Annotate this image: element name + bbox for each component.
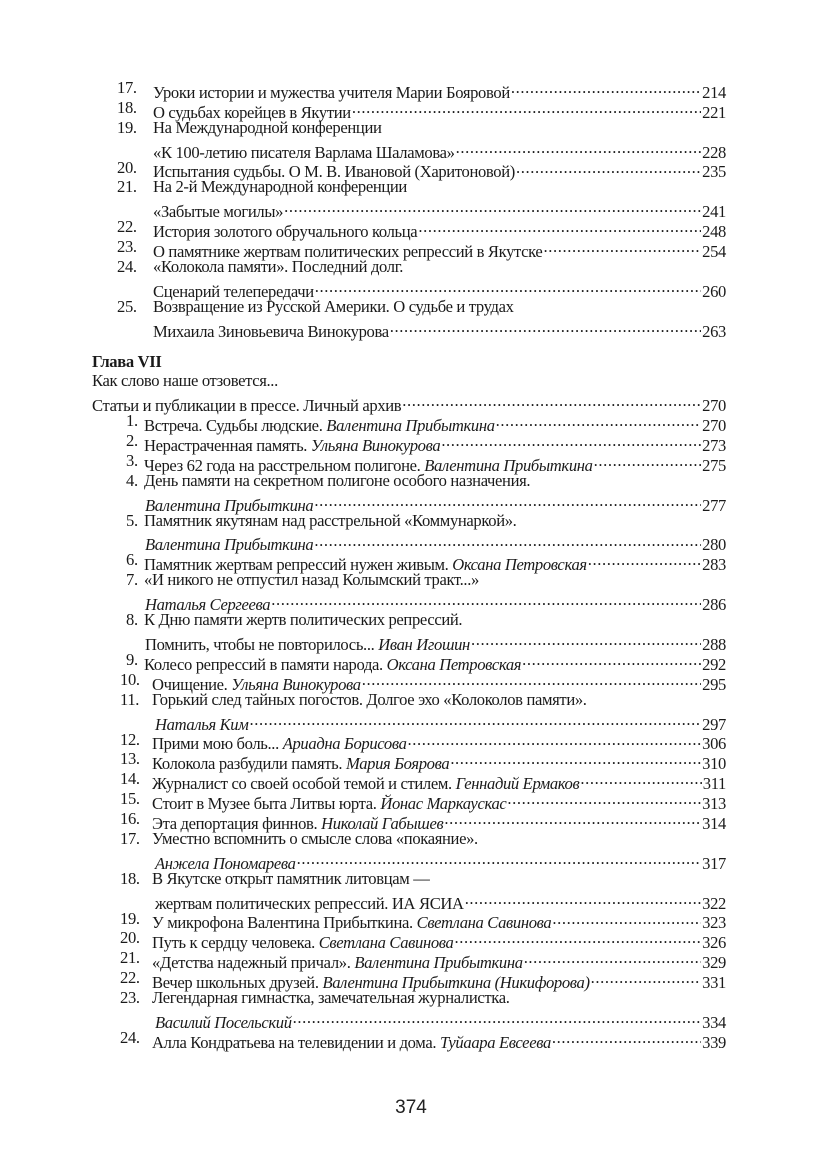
- entry-number: 3.: [126, 451, 138, 471]
- chapter-subtitle-text: Как слово наше отзовется...: [92, 371, 278, 391]
- dot-leader: [402, 391, 701, 411]
- dot-leader: [362, 670, 701, 690]
- page-ref: 334: [702, 1012, 726, 1032]
- entry-author: Туйаара Евсеева: [439, 1032, 551, 1052]
- dot-leader: [465, 889, 701, 909]
- toc-entry[interactable]: [92, 217, 726, 242]
- toc-entry[interactable]: [92, 1027, 726, 1052]
- table-of-contents: [92, 78, 726, 1052]
- entry-author: Оксана Петровская: [452, 555, 587, 575]
- toc-entry[interactable]: [92, 690, 726, 710]
- page-ref: 329: [702, 953, 726, 973]
- toc-entry[interactable]: [92, 550, 726, 575]
- entry-title: [152, 690, 587, 710]
- dot-leader: [471, 630, 701, 650]
- toc-entry[interactable]: [92, 297, 726, 317]
- page-ref: 295: [702, 674, 726, 694]
- page-ref: 326: [702, 933, 726, 953]
- entry-number: 5.: [126, 510, 138, 530]
- dot-leader: [454, 928, 701, 948]
- toc-entry[interactable]: [92, 471, 726, 491]
- page-ref: 241: [702, 202, 726, 222]
- dot-leader: [522, 650, 701, 670]
- page-ref: 221: [702, 102, 726, 122]
- entry-number: 24.: [117, 257, 137, 277]
- entry-author: Иван Игошин: [378, 634, 470, 654]
- entry-title-text: жертвам политических репрессий. ИА ЯСИА: [155, 893, 464, 913]
- entry-title: [152, 829, 478, 849]
- toc-entry[interactable]: [92, 829, 726, 849]
- entry-number: 13.: [120, 749, 140, 769]
- page-number: 374: [395, 1097, 427, 1118]
- toc-entry[interactable]: [92, 451, 726, 475]
- entry-title: [144, 511, 516, 531]
- entry-title-text: Через 62 года на расстрельном полигоне.: [144, 455, 425, 475]
- dot-leader: [588, 550, 701, 570]
- dot-leader: [456, 138, 702, 158]
- entry-number: 20.: [120, 928, 140, 948]
- entry-author: Наталья Ким: [155, 714, 249, 734]
- dot-leader: [552, 909, 701, 929]
- dot-leader: [543, 237, 701, 257]
- entry-title-text: «К 100-летию писателя Варлама Шаламова»: [153, 142, 455, 162]
- entry-author: Светлана Савинова: [318, 933, 454, 953]
- page-ref: 292: [702, 654, 726, 674]
- dot-leader: [315, 277, 701, 297]
- entry-author: Наталья Сергеева: [145, 595, 271, 615]
- chapter-heading-text: Глава VII: [92, 351, 162, 371]
- entry-title: [153, 297, 514, 317]
- dot-leader: [516, 158, 701, 178]
- page-ref: 306: [702, 734, 726, 754]
- dot-leader: [314, 531, 701, 551]
- dot-leader: [591, 968, 702, 988]
- entry-number: 21.: [117, 177, 137, 197]
- dot-leader: [594, 451, 702, 471]
- page-ref: 314: [702, 813, 726, 833]
- entry-title-text: На Международной конференции: [153, 117, 382, 137]
- entry-title: [144, 570, 479, 590]
- entry-title-text: Колокола разбудили память.: [152, 754, 346, 774]
- entry-title-text: История золотого обручального кольца: [153, 222, 418, 242]
- entry-title-text: Очищение.: [152, 674, 232, 694]
- entry-title-text: «Детства надежный причал».: [152, 953, 355, 973]
- entry-number: 6.: [126, 550, 138, 570]
- page-ref: 280: [702, 535, 726, 555]
- entry-title-text: Уместно вспомнить о смысле слова «покаяние».: [152, 828, 478, 848]
- entry-title-text: Памятник якутянам над расстрельной «Коммунаркой».: [144, 510, 517, 530]
- entry-number: 17.: [117, 78, 137, 97]
- entry-number: 12.: [120, 729, 140, 749]
- dot-leader: [314, 491, 701, 511]
- dot-leader: [408, 730, 702, 750]
- entry-author: Валентина Прибыткина (Никифорова): [322, 973, 590, 993]
- entry-title-text: Эта депортация финнов.: [152, 813, 322, 833]
- entry-title-text: О судьбах корейцев в Якутии: [153, 102, 351, 122]
- page-ref: 273: [702, 436, 726, 456]
- page-ref: 275: [702, 455, 726, 475]
- entry-title-text: Встреча. Судьбы людские.: [144, 416, 327, 436]
- dot-leader: [352, 98, 701, 118]
- entry-number: 10.: [120, 669, 140, 689]
- page-ref: 270: [702, 396, 726, 416]
- dot-leader: [444, 809, 701, 829]
- toc-entry[interactable]: [92, 491, 726, 515]
- section-title: Статьи и публикации в прессе. Личный архив: [92, 396, 402, 416]
- entry-title-text: У микрофона Валентина Прибыткина.: [152, 913, 417, 933]
- entry-number: 8.: [126, 610, 138, 630]
- entry-title-text: Памятник жертвам репрессий нужен живым.: [144, 555, 453, 575]
- toc-entry[interactable]: [92, 988, 726, 1008]
- entry-number: 18.: [120, 868, 140, 888]
- entry-title-text: Михаила Зиновьевича Винокурова: [153, 321, 389, 341]
- entry-author: Анжела Пономарева: [155, 853, 296, 873]
- toc-entry[interactable]: [92, 649, 726, 674]
- entry-title-text: Журналист со своей особой темой и стилем.: [152, 774, 456, 794]
- entry-author: Валентина Прибыткина: [145, 495, 314, 515]
- entry-title: [153, 118, 382, 138]
- toc-entry[interactable]: [92, 889, 726, 913]
- toc-section-continued: [92, 78, 726, 341]
- entry-title-text: Путь к сердцу человека.: [152, 933, 319, 953]
- entry-title-text: Алла Кондратьева на телевидении и дома.: [152, 1032, 440, 1052]
- dot-leader: [441, 431, 701, 451]
- dot-leader: [450, 749, 701, 769]
- toc-entry[interactable]: [92, 317, 726, 341]
- toc-entry[interactable]: [92, 968, 726, 993]
- entry-number: 22.: [120, 968, 140, 988]
- toc-entry[interactable]: [92, 849, 726, 873]
- page-ref: 322: [702, 893, 726, 913]
- entry-author: Ульяна Винокурова: [231, 674, 361, 694]
- entry-number: 19.: [120, 908, 140, 928]
- toc-entry-section[interactable]: [92, 391, 726, 416]
- entry-number: 16.: [120, 809, 140, 829]
- entry-title: [153, 322, 389, 342]
- entry-title-text: В Якутске открыт памятник литовцам —: [152, 868, 430, 888]
- entry-number: 25.: [117, 296, 137, 316]
- entry-number: 7.: [126, 570, 138, 590]
- toc-entry[interactable]: [92, 928, 726, 953]
- toc-entry[interactable]: [92, 138, 726, 162]
- entry-number: 11.: [120, 689, 140, 709]
- entry-title: [152, 988, 510, 1008]
- dot-leader: [297, 849, 702, 869]
- entry-author: Оксана Петровская: [386, 654, 522, 674]
- entry-title-text: «Забытые могилы»: [153, 202, 284, 222]
- entry-title: [144, 610, 462, 630]
- dot-leader: [580, 769, 701, 789]
- page-ref: 323: [702, 913, 726, 933]
- entry-title-text: Колесо репрессий в памяти народа.: [144, 654, 387, 674]
- page-ref: 331: [702, 973, 726, 993]
- page-ref: 286: [702, 595, 726, 615]
- entry-number: 23.: [117, 237, 137, 257]
- entry-title-text: Помнить, чтобы не повторилось...: [145, 634, 379, 654]
- entry-title: [152, 1033, 551, 1053]
- entry-author: Геннадий Ермаков: [455, 774, 580, 794]
- toc-entry[interactable]: [92, 948, 726, 973]
- page-ref: 270: [702, 416, 726, 436]
- entry-number: 1.: [126, 411, 138, 431]
- entry-title-text: «Колокола памяти». Последний долг.: [153, 257, 404, 277]
- toc-entry[interactable]: [92, 729, 726, 754]
- toc-entry[interactable]: [92, 908, 726, 933]
- toc-entry[interactable]: [92, 237, 726, 262]
- entry-title-text: Возвращение из Русской Америки. О судьбе и трудах: [153, 296, 514, 316]
- entry-title-text: Прими мою боль...: [152, 734, 283, 754]
- dot-leader: [552, 1028, 701, 1048]
- entry-author: Василий Посельский: [155, 1012, 292, 1032]
- toc-chapter-entries: [92, 411, 726, 1052]
- toc-entry[interactable]: [92, 97, 726, 122]
- entry-title-text: Горький след тайных погостов. Долгое эхо «Колоколов памяти».: [152, 689, 587, 709]
- entry-number: 21.: [120, 948, 140, 968]
- toc-entry[interactable]: [92, 769, 726, 794]
- entry-number: 17.: [120, 828, 140, 848]
- toc-entry[interactable]: [92, 277, 726, 301]
- page-ref: 283: [702, 555, 726, 575]
- entry-author: Валентина Прибыткина: [326, 416, 495, 436]
- entry-number: 2.: [126, 431, 138, 451]
- entry-title-text: О памятнике жертвам политических репрессий в Якутске: [153, 242, 543, 262]
- entry-title-text: День памяти на секретном полигоне особого назначения.: [144, 470, 531, 490]
- entry-title-text: Легендарная гимнастка, замечательная журналистка.: [152, 988, 510, 1008]
- page-ref: 288: [702, 634, 726, 654]
- page-ref: 311: [702, 774, 726, 794]
- toc-entry[interactable]: [92, 177, 726, 197]
- entry-title-text: Нерастраченная память.: [144, 436, 311, 456]
- page-ref: 214: [702, 82, 726, 102]
- toc-entry[interactable]: [92, 157, 726, 182]
- dot-leader: [507, 789, 701, 809]
- chapter-subtitle: [92, 371, 726, 391]
- entry-title-text: Стоит в Музее быта Литвы юрта.: [152, 794, 381, 814]
- entry-title-text: «И никого не отпустил назад Колымский тракт...»: [144, 570, 479, 590]
- toc-entry[interactable]: [92, 669, 726, 694]
- entry-title: [152, 869, 429, 889]
- entry-number: 9.: [126, 649, 138, 669]
- toc-entry[interactable]: [92, 257, 726, 277]
- page-ref: 339: [702, 1032, 726, 1052]
- toc-entry[interactable]: [92, 789, 726, 814]
- entry-title-text: К Дню памяти жертв политических репрессий.: [144, 610, 463, 630]
- page-ref: 248: [702, 222, 726, 242]
- entry-author: Ариадна Борисова: [282, 734, 407, 754]
- dot-leader: [418, 217, 701, 237]
- toc-entry[interactable]: [92, 511, 726, 531]
- entry-number: 18.: [117, 97, 137, 117]
- dot-leader: [511, 78, 701, 98]
- toc-entry[interactable]: [92, 710, 726, 734]
- dot-leader: [390, 317, 701, 337]
- page-ref: 254: [702, 242, 726, 262]
- entry-number: 24.: [120, 1027, 140, 1047]
- chapter-heading: [92, 352, 726, 372]
- entry-number: 23.: [120, 988, 140, 1008]
- entry-title-text: Уроки истории и мужества учителя Марии Бояровой: [153, 82, 510, 102]
- entry-author: Светлана Савинова: [416, 913, 552, 933]
- page-ref: 317: [702, 853, 726, 873]
- toc-entry[interactable]: [92, 118, 726, 138]
- toc-entry[interactable]: [92, 749, 726, 774]
- entry-author: Валентина Прибыткина: [145, 535, 314, 555]
- entry-author: Ульяна Винокурова: [310, 436, 441, 456]
- entry-number: 20.: [117, 157, 137, 177]
- entry-number: 22.: [117, 217, 137, 237]
- entry-author: Валентина Прибыткина: [424, 455, 593, 475]
- dot-leader: [496, 411, 701, 431]
- toc-entry[interactable]: [92, 1008, 726, 1032]
- entry-title-text: Испытания судьбы. О М. В. Ивановой (Харитоновой): [153, 162, 515, 182]
- toc-entry[interactable]: [92, 809, 726, 833]
- entry-title-text: Вечер школьных друзей.: [152, 973, 323, 993]
- toc-entry[interactable]: [92, 630, 726, 654]
- toc-entry[interactable]: [92, 431, 726, 456]
- toc-entry[interactable]: [92, 610, 726, 630]
- entry-title-text: Сценарий телепередачи: [153, 281, 314, 301]
- toc-entry[interactable]: [92, 78, 726, 102]
- page-ref: 228: [702, 142, 726, 162]
- toc-entry[interactable]: [92, 411, 726, 436]
- entry-number: 14.: [120, 769, 140, 789]
- entry-number: 4.: [126, 470, 138, 490]
- page-ref: 235: [702, 162, 726, 182]
- dot-leader: [293, 1008, 701, 1028]
- page-ref: 313: [702, 794, 726, 814]
- dot-leader: [284, 197, 701, 217]
- toc-entry[interactable]: [92, 590, 726, 615]
- page-ref: 263: [702, 321, 726, 341]
- entry-title-text: На 2-й Международной конференции: [153, 177, 407, 197]
- dot-leader: [249, 710, 701, 730]
- entry-author: Николай Габышев: [321, 813, 444, 833]
- toc-entry[interactable]: [92, 531, 726, 555]
- page-ref: 260: [702, 281, 726, 301]
- toc-entry[interactable]: [92, 869, 726, 889]
- entry-author: Мария Боярова: [345, 754, 450, 774]
- page-ref: 310: [702, 754, 726, 774]
- dot-leader: [271, 590, 701, 610]
- dot-leader: [524, 948, 701, 968]
- entry-author: Валентина Прибыткина: [354, 953, 523, 973]
- entry-title: [144, 471, 530, 491]
- entry-title: [153, 257, 403, 277]
- toc-entry[interactable]: [92, 197, 726, 222]
- page-ref: 277: [702, 495, 726, 515]
- entry-title: [153, 177, 407, 197]
- entry-author: Йонас Маркаускас: [380, 794, 507, 814]
- entry-number: 15.: [120, 789, 140, 809]
- entry-number: 19.: [117, 117, 137, 137]
- page-ref: 297: [702, 714, 726, 734]
- toc-entry[interactable]: [92, 570, 726, 590]
